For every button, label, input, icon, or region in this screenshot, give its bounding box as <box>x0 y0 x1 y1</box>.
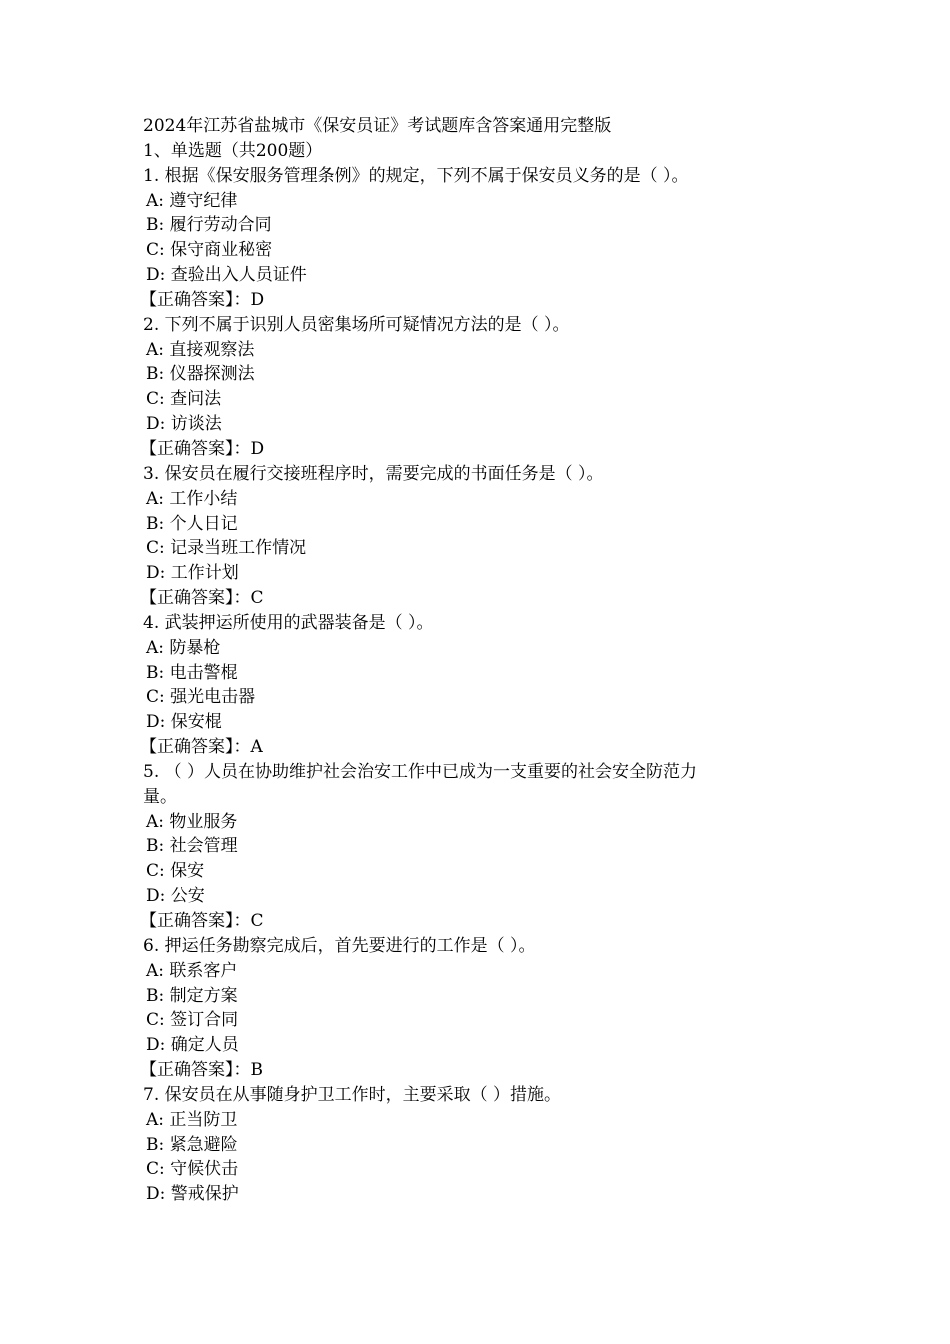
question-4 <box>140 611 793 760</box>
question-text: 6. 押运任务勘察完成后，首先要进行的工作是（ ）。 <box>143 935 536 956</box>
option-d: D: 保安棍 <box>146 712 222 733</box>
correct-answer: 【正确答案】：C <box>140 911 264 931</box>
question-text: 4. 武装押运所使用的武器装备是（ ）。 <box>143 612 434 633</box>
question-7 <box>143 1083 793 1207</box>
question-text-continued: 量。 <box>143 786 177 807</box>
correct-answer: 【正确答案】：D <box>140 289 265 310</box>
option-a: A: 直接观察法 <box>146 339 255 360</box>
option-b: B: 个人日记 <box>146 513 238 534</box>
document-title: 2024年江苏省盐城市《保安员证》考试题库含答案通用完整版 <box>143 116 612 136</box>
option-a: A: 物业服务 <box>146 811 238 832</box>
option-b: B: 电击警棍 <box>146 662 238 683</box>
option-a: A: 联系客户 <box>146 960 238 981</box>
option-a: A: 遵守纪律 <box>146 190 238 211</box>
correct-answer: 【正确答案】：A <box>140 737 263 758</box>
question-2 <box>140 313 793 462</box>
option-c: C: 记录当班工作情况 <box>146 538 307 559</box>
option-b: B: 制定方案 <box>146 985 238 1006</box>
option-c: C: 守候伏击 <box>146 1159 239 1180</box>
option-c: C: 签订合同 <box>146 1010 239 1031</box>
option-a: A: 工作小结 <box>146 488 238 509</box>
option-b: B: 履行劳动合同 <box>146 215 272 236</box>
option-a: A: 正当防卫 <box>146 1109 238 1130</box>
question-text: 3. 保安员在履行交接班程序时，需要完成的书面任务是（ ）。 <box>143 463 604 484</box>
section-heading: 1、单选题（共200题） <box>143 140 323 161</box>
question-text: 2. 下列不属于识别人员密集场所可疑情况方法的是（ ）。 <box>143 314 570 335</box>
option-a: A: 防暴枪 <box>146 637 221 658</box>
option-c: C: 查问法 <box>146 389 222 410</box>
question-6 <box>140 934 793 1083</box>
option-d: D: 确定人员 <box>146 1035 239 1056</box>
option-d: D: 警戒保护 <box>146 1184 239 1205</box>
question-text: 1. 根据《保安服务管理条例》的规定，下列不属于保安员义务的是（ ）。 <box>143 165 689 186</box>
question-text: 7. 保安员在从事随身护卫工作时，主要采取（ ）措施。 <box>143 1084 562 1105</box>
option-d: D: 访谈法 <box>146 414 222 435</box>
option-d: D: 公安 <box>146 886 205 907</box>
option-c: C: 强光电击器 <box>146 687 256 708</box>
correct-answer: 【正确答案】：B <box>140 1060 263 1081</box>
option-d: D: 查验出入人员证件 <box>146 265 307 286</box>
question-5 <box>140 760 793 934</box>
document-page <box>140 114 793 1207</box>
option-d: D: 工作计划 <box>146 563 239 584</box>
question-3 <box>140 462 793 611</box>
question-text: 5. （ ）人员在协助维护社会治安工作中已成为一支重要的社会安全防范力 <box>143 761 698 782</box>
option-c: C: 保安 <box>146 861 205 882</box>
correct-answer: 【正确答案】：D <box>140 438 265 459</box>
option-b: B: 社会管理 <box>146 836 238 857</box>
correct-answer: 【正确答案】：C <box>140 588 264 609</box>
option-b: B: 仪器探测法 <box>146 364 255 385</box>
question-1 <box>140 164 793 313</box>
option-c: C: 保守商业秘密 <box>146 240 273 261</box>
option-b: B: 紧急避险 <box>146 1134 238 1155</box>
